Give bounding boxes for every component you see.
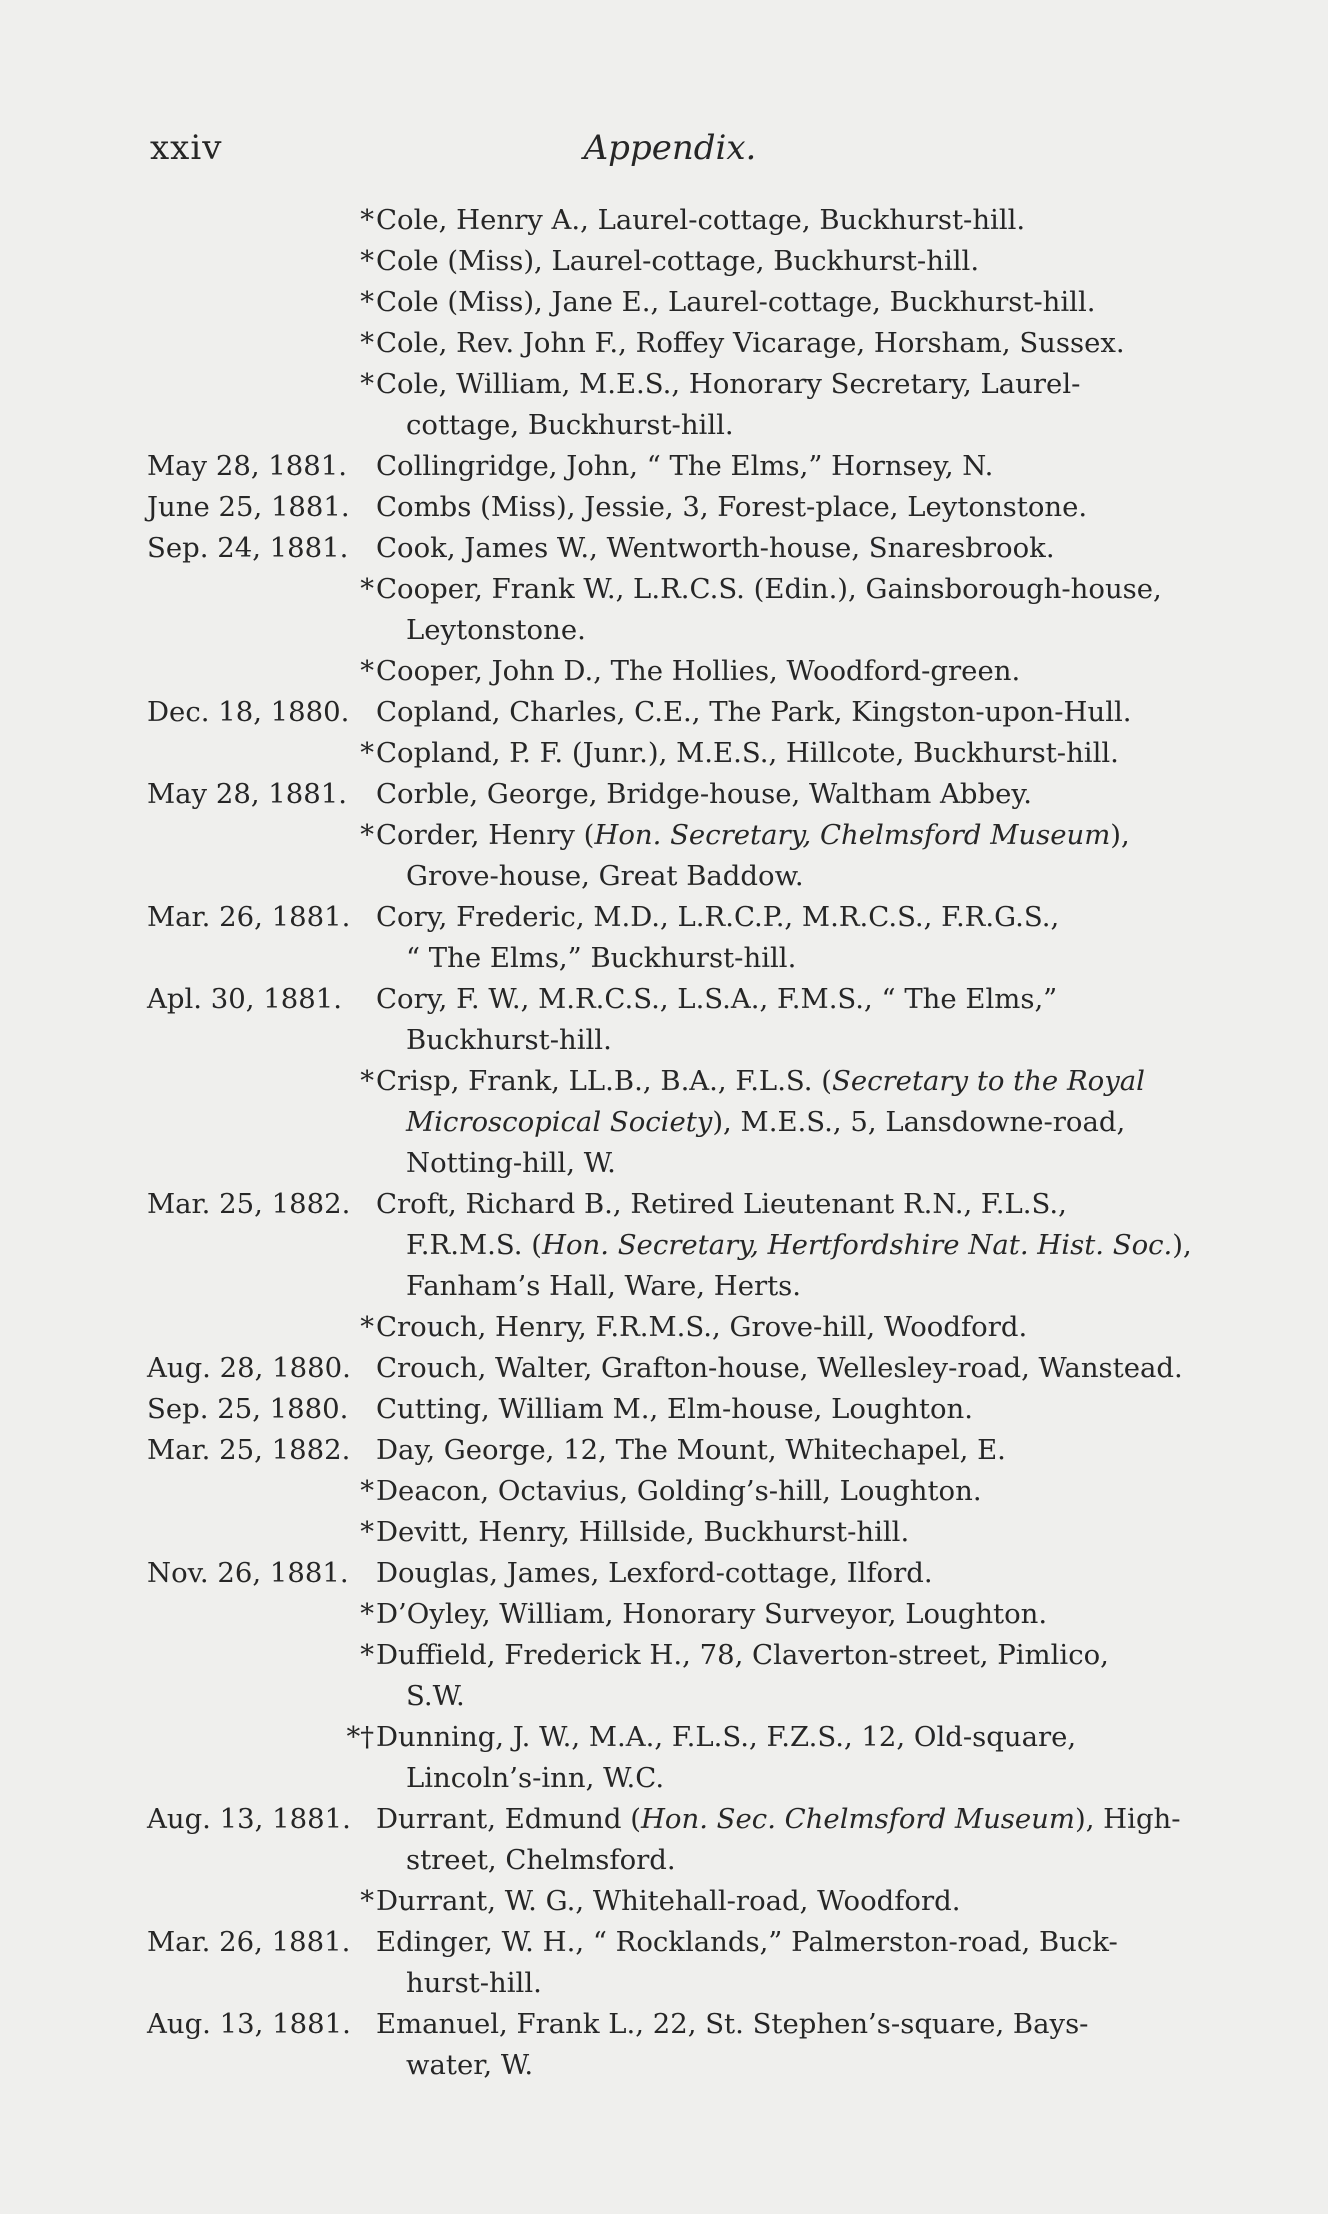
entry-text: Leytonstone. bbox=[406, 614, 586, 646]
entry-text: Cole (Miss), Laurel-cottage, Buckhurst-hill. bbox=[376, 245, 980, 277]
entry-first-line bbox=[0, 1389, 1328, 1430]
member-mark: * bbox=[360, 655, 374, 687]
member-entry bbox=[0, 1594, 1328, 1635]
entry-first-line bbox=[0, 241, 1328, 282]
entry-first-line bbox=[0, 733, 1328, 774]
election-date: Dec. 18, 1880. bbox=[147, 696, 350, 728]
entry-text: Day, George, 12, The Mount, Whitechapel, E. bbox=[376, 1434, 1006, 1466]
member-mark: * bbox=[360, 1065, 374, 1097]
entry-first-line bbox=[0, 897, 1328, 938]
member-entry bbox=[0, 815, 1328, 897]
entry-text: Deacon, Octavius, Golding’s-hill, Loughton. bbox=[376, 1475, 982, 1507]
member-list bbox=[0, 200, 1328, 2086]
entry-first-line bbox=[0, 692, 1328, 733]
entry-first-line bbox=[0, 651, 1328, 692]
entry-text: Grove-house, Great Baddow. bbox=[406, 860, 804, 892]
entry-text: Duffield, Frederick H., 78, Claverton-street, Pimlico, bbox=[376, 1639, 1109, 1671]
member-entry bbox=[0, 282, 1328, 323]
member-entry bbox=[0, 364, 1328, 446]
election-date: Mar. 26, 1881. bbox=[147, 901, 351, 933]
entry-continuation-line bbox=[0, 1840, 1328, 1881]
member-mark: * bbox=[360, 286, 374, 318]
entry-first-line bbox=[0, 1922, 1328, 1963]
page-header bbox=[150, 128, 1190, 178]
entry-text: cottage, Buckhurst-hill. bbox=[406, 409, 734, 441]
entry-text: Durrant, W. G., Whitehall-road, Woodford. bbox=[376, 1885, 961, 1917]
entry-text: Durrant, Edmund (Hon. Sec. Chelmsford Museum), High- bbox=[376, 1803, 1181, 1835]
entry-text: Lincoln’s-inn, W.C. bbox=[406, 1762, 665, 1794]
entry-first-line bbox=[0, 774, 1328, 815]
entry-text: Douglas, James, Lexford-cottage, Ilford. bbox=[376, 1557, 933, 1589]
member-entry bbox=[0, 1430, 1328, 1471]
election-date: Mar. 25, 1882. bbox=[147, 1188, 351, 1220]
entry-first-line bbox=[0, 1061, 1328, 1102]
entry-continuation-line bbox=[0, 1266, 1328, 1307]
entry-first-line bbox=[0, 1307, 1328, 1348]
member-entry bbox=[0, 2004, 1328, 2086]
entry-first-line bbox=[0, 528, 1328, 569]
member-entry bbox=[0, 1348, 1328, 1389]
member-entry bbox=[0, 1799, 1328, 1881]
entry-text: Cutting, William M., Elm-house, Loughton. bbox=[376, 1393, 973, 1425]
member-mark: * bbox=[360, 1516, 374, 1548]
election-date: Sep. 24, 1881. bbox=[147, 532, 349, 564]
election-date: Mar. 25, 1882. bbox=[147, 1434, 351, 1466]
member-mark: * bbox=[360, 245, 374, 277]
entry-first-line bbox=[0, 2004, 1328, 2045]
member-entry bbox=[0, 1553, 1328, 1594]
election-date: Sep. 25, 1880. bbox=[147, 1393, 349, 1425]
entry-first-line bbox=[0, 364, 1328, 405]
entry-continuation-line bbox=[0, 856, 1328, 897]
entry-text: Croft, Richard B., Retired Lieutenant R.N., F.L.S., bbox=[376, 1188, 1067, 1220]
entry-text: Devitt, Henry, Hillside, Buckhurst-hill. bbox=[376, 1516, 910, 1548]
member-entry bbox=[0, 774, 1328, 815]
entry-continuation-line bbox=[0, 938, 1328, 979]
election-date: Aug. 13, 1881. bbox=[147, 1803, 351, 1835]
entry-continuation-line bbox=[0, 1225, 1328, 1266]
member-entry bbox=[0, 1922, 1328, 2004]
entry-text: street, Chelmsford. bbox=[406, 1844, 676, 1876]
entry-first-line bbox=[0, 815, 1328, 856]
member-entry bbox=[0, 1061, 1328, 1184]
entry-first-line bbox=[0, 1471, 1328, 1512]
entry-text: Copland, P. F. (Junr.), M.E.S., Hillcote, Buckhurst-hill. bbox=[376, 737, 1119, 769]
member-entry bbox=[0, 1389, 1328, 1430]
member-entry bbox=[0, 1512, 1328, 1553]
member-entry bbox=[0, 1184, 1328, 1307]
entry-first-line bbox=[0, 1184, 1328, 1225]
entry-text: “ The Elms,” Buckhurst-hill. bbox=[406, 942, 797, 974]
member-mark: * bbox=[360, 327, 374, 359]
entry-text: S.W. bbox=[406, 1680, 465, 1712]
entry-first-line bbox=[0, 1512, 1328, 1553]
entry-continuation-line bbox=[0, 1676, 1328, 1717]
member-entry bbox=[0, 446, 1328, 487]
member-entry bbox=[0, 323, 1328, 364]
member-entry bbox=[0, 487, 1328, 528]
election-date: Aug. 13, 1881. bbox=[147, 2008, 351, 2040]
running-title: Appendix. bbox=[583, 128, 757, 168]
entry-first-line bbox=[0, 1348, 1328, 1389]
entry-first-line bbox=[0, 282, 1328, 323]
entry-text: Copland, Charles, C.E., The Park, Kingston-upon-Hull. bbox=[376, 696, 1132, 728]
entry-text: Cory, Frederic, M.D., L.R.C.P., M.R.C.S., F.R.G.S., bbox=[376, 901, 1060, 933]
member-entry bbox=[0, 200, 1328, 241]
entry-text: Cory, F. W., M.R.C.S., L.S.A., F.M.S., “ The Elms,” bbox=[376, 983, 1058, 1015]
member-entry bbox=[0, 1307, 1328, 1348]
member-mark: * bbox=[360, 1475, 374, 1507]
entry-text: Cook, James W., Wentworth-house, Snaresbrook. bbox=[376, 532, 1055, 564]
entry-text: Cole, William, M.E.S., Honorary Secretary, Laurel- bbox=[376, 368, 1081, 400]
entry-first-line bbox=[0, 569, 1328, 610]
member-entry bbox=[0, 569, 1328, 651]
entry-text: Cole (Miss), Jane E., Laurel-cottage, Buckhurst-hill. bbox=[376, 286, 1096, 318]
entry-first-line bbox=[0, 1717, 1328, 1758]
member-mark: * bbox=[360, 368, 374, 400]
entry-text: Corder, Henry (Hon. Secretary, Chelmsford Museum), bbox=[376, 819, 1130, 851]
entry-text: Dunning, J. W., M.A., F.L.S., F.Z.S., 12, Old-square, bbox=[376, 1721, 1077, 1753]
entry-text: Crouch, Henry, F.R.M.S., Grove-hill, Woodford. bbox=[376, 1311, 1028, 1343]
member-entry bbox=[0, 1635, 1328, 1717]
entry-text: Crouch, Walter, Grafton-house, Wellesley-road, Wanstead. bbox=[376, 1352, 1183, 1384]
entry-text: Cooper, Frank W., L.R.C.S. (Edin.), Gainsborough-house, bbox=[376, 573, 1162, 605]
member-entry bbox=[0, 651, 1328, 692]
member-entry bbox=[0, 692, 1328, 733]
member-mark: *† bbox=[346, 1721, 374, 1753]
entry-text: Emanuel, Frank L., 22, St. Stephen’s-square, Bays- bbox=[376, 2008, 1089, 2040]
entry-continuation-line bbox=[0, 2045, 1328, 2086]
entry-first-line bbox=[0, 446, 1328, 487]
entry-text: water, W. bbox=[406, 2049, 534, 2081]
entry-text: F.R.M.S. (Hon. Secretary, Hertfordshire Nat. Hist. Soc.), bbox=[406, 1229, 1192, 1261]
entry-continuation-line bbox=[0, 1102, 1328, 1143]
member-mark: * bbox=[360, 1311, 374, 1343]
entry-text: Cooper, John D., The Hollies, Woodford-green. bbox=[376, 655, 1021, 687]
entry-first-line bbox=[0, 323, 1328, 364]
entry-continuation-line bbox=[0, 1758, 1328, 1799]
member-entry bbox=[0, 733, 1328, 774]
entry-continuation-line bbox=[0, 405, 1328, 446]
entry-text: Buckhurst-hill. bbox=[406, 1024, 612, 1056]
entry-text: Combs (Miss), Jessie, 3, Forest-place, Leytonstone. bbox=[376, 491, 1088, 523]
entry-continuation-line bbox=[0, 1020, 1328, 1061]
entry-text: Crisp, Frank, LL.B., B.A., F.L.S. (Secretary to the Royal bbox=[376, 1065, 1145, 1097]
entry-text: Cole, Henry A., Laurel-cottage, Buckhurst-hill. bbox=[376, 204, 1026, 236]
election-date: Mar. 26, 1881. bbox=[147, 1926, 351, 1958]
entry-first-line bbox=[0, 1635, 1328, 1676]
member-mark: * bbox=[360, 737, 374, 769]
entry-text: Microscopical Society), M.E.S., 5, Lansdowne-road, bbox=[406, 1106, 1126, 1138]
entry-text: D’Oyley, William, Honorary Surveyor, Loughton. bbox=[376, 1598, 1048, 1630]
entry-continuation-line bbox=[0, 1963, 1328, 2004]
election-date: Nov. 26, 1881. bbox=[147, 1557, 349, 1589]
member-mark: * bbox=[360, 1598, 374, 1630]
entry-continuation-line bbox=[0, 1143, 1328, 1184]
election-date: May 28, 1881. bbox=[147, 778, 348, 810]
page-number: xxiv bbox=[150, 128, 223, 168]
member-entry bbox=[0, 241, 1328, 282]
entry-first-line bbox=[0, 1553, 1328, 1594]
member-entry bbox=[0, 1881, 1328, 1922]
member-entry bbox=[0, 1717, 1328, 1799]
election-date: Apl. 30, 1881. bbox=[147, 983, 342, 1015]
entry-text: Cole, Rev. John F., Roffey Vicarage, Horsham, Sussex. bbox=[376, 327, 1125, 359]
entry-first-line bbox=[0, 200, 1328, 241]
member-mark: * bbox=[360, 819, 374, 851]
entry-first-line bbox=[0, 487, 1328, 528]
entry-first-line bbox=[0, 979, 1328, 1020]
member-entry bbox=[0, 979, 1328, 1061]
member-mark: * bbox=[360, 1639, 374, 1671]
member-mark: * bbox=[360, 204, 374, 236]
election-date: June 25, 1881. bbox=[147, 491, 350, 523]
entry-first-line bbox=[0, 1799, 1328, 1840]
entry-first-line bbox=[0, 1881, 1328, 1922]
entry-first-line bbox=[0, 1594, 1328, 1635]
entry-text: hurst-hill. bbox=[406, 1967, 542, 1999]
entry-text: Fanham’s Hall, Ware, Herts. bbox=[406, 1270, 802, 1302]
member-mark: * bbox=[360, 1885, 374, 1917]
member-mark: * bbox=[360, 573, 374, 605]
member-entry bbox=[0, 528, 1328, 569]
entry-first-line bbox=[0, 1430, 1328, 1471]
election-date: Aug. 28, 1880. bbox=[147, 1352, 351, 1384]
entry-text: Collingridge, John, “ The Elms,” Hornsey, N. bbox=[376, 450, 994, 482]
member-entry bbox=[0, 1471, 1328, 1512]
entry-continuation-line bbox=[0, 610, 1328, 651]
entry-text: Corble, George, Bridge-house, Waltham Abbey. bbox=[376, 778, 1032, 810]
entry-text: Edinger, W. H., “ Rocklands,” Palmerston-road, Buck- bbox=[376, 1926, 1118, 1958]
election-date: May 28, 1881. bbox=[147, 450, 348, 482]
entry-text: Notting-hill, W. bbox=[406, 1147, 616, 1179]
member-entry bbox=[0, 897, 1328, 979]
